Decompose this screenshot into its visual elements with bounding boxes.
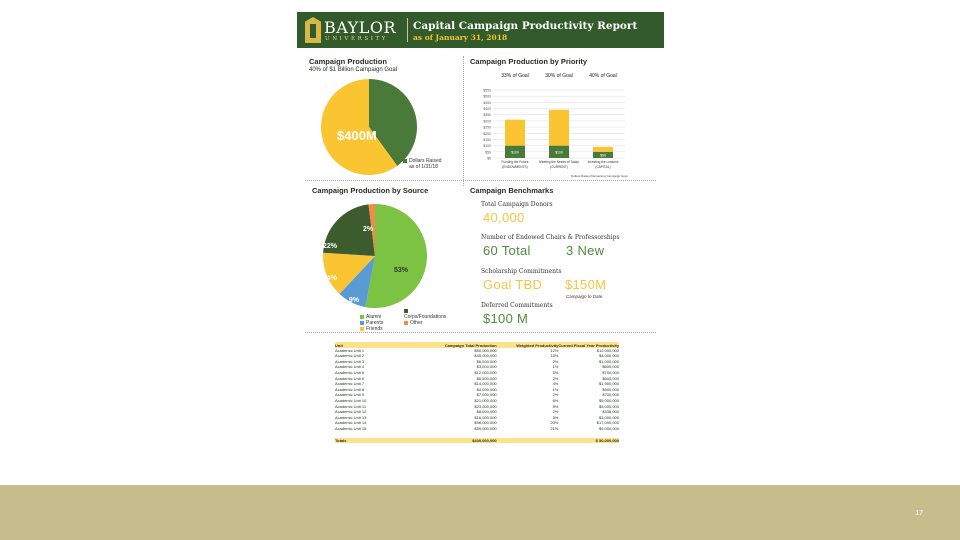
deferred-label: Deferred Commitments bbox=[481, 302, 553, 309]
x-category-sublabel: (ENDOWMENTS) bbox=[502, 165, 528, 169]
section-divider-2 bbox=[305, 332, 656, 333]
table-cell: $ 50,000,000 bbox=[558, 438, 619, 444]
pie-data-label: 53% bbox=[394, 267, 409, 274]
table-cell: 21% bbox=[550, 425, 559, 431]
table-cell: $14,000,000 bbox=[474, 381, 497, 387]
legend-label: Parents bbox=[366, 320, 384, 326]
legend-swatch bbox=[360, 315, 364, 319]
table-cell: $600,000 bbox=[602, 364, 619, 370]
legend-swatch bbox=[360, 327, 364, 331]
y-tick-label: $500 bbox=[483, 94, 491, 99]
table-cell: 5% bbox=[552, 369, 559, 375]
report-date: as of January 31, 2018 bbox=[413, 33, 508, 42]
table-cell: Academic Unit 11 bbox=[335, 403, 367, 409]
production-subtitle: 40% of $1 Billion Campaign Goal bbox=[309, 67, 398, 73]
table-cell: 2% bbox=[552, 375, 559, 381]
logo-subtext: UNIVERSITY bbox=[325, 36, 388, 42]
table-cell: $4,000,000 bbox=[598, 353, 619, 359]
x-category-label: Investing the Lessons bbox=[587, 160, 619, 164]
table-cell: $23,000,000 bbox=[474, 403, 497, 409]
table-cell: 4% bbox=[552, 381, 559, 387]
table-cell: $59,000,000 bbox=[474, 425, 497, 431]
y-tick-label: $0 bbox=[487, 156, 491, 161]
table-cell: $21,000,000 bbox=[474, 397, 497, 403]
legend-swatch bbox=[404, 321, 408, 325]
table-cell bbox=[497, 438, 559, 444]
production-legend bbox=[403, 158, 442, 170]
table-cell: Academic Unit 6 bbox=[335, 375, 365, 381]
legend-swatch bbox=[403, 159, 407, 163]
y-tick-label: $350 bbox=[483, 113, 491, 118]
bar-value-label: $50 bbox=[600, 153, 606, 158]
table-cell: 6% bbox=[552, 397, 559, 403]
legend-label: Dollars Raised bbox=[409, 158, 442, 164]
table-cell: Campaign Total Production bbox=[418, 342, 496, 348]
table-cell: Academic Unit 12 bbox=[335, 409, 367, 415]
chairs-label: Number of Endowed Chairs & Professorships bbox=[481, 234, 620, 241]
table-cell: $6,000,000 bbox=[476, 375, 497, 381]
pie-data-label: 2% bbox=[363, 226, 374, 233]
page-number: 17 bbox=[915, 510, 923, 517]
scholar-goal: Goal TBD bbox=[483, 277, 543, 292]
table-cell: $1,900,000 bbox=[598, 381, 619, 387]
y-tick-label: $50 bbox=[485, 150, 491, 155]
legend-date: as of 1/31/18 bbox=[409, 164, 438, 170]
section-divider-1 bbox=[305, 180, 656, 181]
y-tick-label: $400 bbox=[483, 107, 491, 112]
scholar-value: $150M bbox=[565, 277, 607, 292]
x-category-sublabel: (CURRENT) bbox=[550, 165, 568, 169]
donors-label: Total Campaign Donors bbox=[481, 201, 553, 208]
x-category-sublabel: (CAPITAL) bbox=[595, 165, 611, 169]
legend-label: Other bbox=[410, 320, 423, 326]
y-tick-label: $250 bbox=[483, 125, 491, 130]
table-cell: Academic Unit 5 bbox=[335, 369, 365, 375]
baylor-crest-icon bbox=[305, 17, 321, 43]
bar-top-label: 30% of Goal bbox=[545, 73, 573, 79]
pie-data-label: 22% bbox=[323, 243, 338, 250]
y-tick-label: $450 bbox=[483, 100, 491, 105]
scholar-label: Scholarship Commitments bbox=[481, 268, 562, 275]
table-cell: $17,000,000 bbox=[596, 420, 619, 426]
table-cell: $9,000,000 bbox=[598, 425, 619, 431]
table-cell: $1,000,000 bbox=[598, 358, 619, 364]
table-cell: $600,000 bbox=[602, 375, 619, 381]
bar-segment bbox=[593, 147, 613, 152]
table-cell: Academic Unit 9 bbox=[335, 392, 365, 398]
legend-entry bbox=[404, 308, 448, 320]
legend-swatch bbox=[360, 321, 364, 325]
table-cell: Academic Unit 8 bbox=[335, 386, 365, 392]
y-tick-label: $150 bbox=[483, 137, 491, 142]
chairs-total: 60 Total bbox=[483, 243, 531, 258]
table-cell: $12,000,000 bbox=[474, 369, 497, 375]
vertical-divider bbox=[463, 56, 464, 186]
table-cell: 12% bbox=[550, 347, 559, 353]
bar-value-label: $100 bbox=[511, 150, 519, 155]
report-title: Capital Campaign Productivity Report bbox=[413, 20, 638, 32]
table-cell: Academic Unit 15 bbox=[335, 425, 367, 431]
table-cell: 1% bbox=[552, 386, 559, 392]
bar-segment bbox=[549, 110, 569, 146]
source-pie bbox=[319, 200, 431, 312]
table-cell: Weighted Productivity bbox=[497, 342, 559, 348]
source-title: Campaign Production by Source bbox=[312, 186, 429, 195]
table-cell: $4,000,000 bbox=[476, 386, 497, 392]
unit-productivity-table bbox=[335, 342, 619, 443]
benchmarks-title: Campaign Benchmarks bbox=[470, 186, 554, 195]
report-page bbox=[297, 12, 664, 474]
donors-value: 40,000 bbox=[483, 210, 525, 225]
y-tick-label: $200 bbox=[483, 131, 491, 136]
table-totals-row bbox=[335, 438, 619, 444]
table-cell: $700,000 bbox=[602, 392, 619, 398]
table-cell: $6,000,000 bbox=[476, 358, 497, 364]
table-cell: $338,000 bbox=[602, 409, 619, 415]
table-cell: $45,000,000 bbox=[474, 353, 497, 359]
table-cell: Unit bbox=[335, 342, 418, 348]
table-cell: $900,000 bbox=[602, 386, 619, 392]
production-title: Campaign Production bbox=[309, 57, 387, 66]
table-cell: $8,000,000 bbox=[476, 409, 497, 415]
pie-data-label: 9% bbox=[349, 297, 360, 304]
y-tick-label: $550 bbox=[483, 88, 491, 93]
bar-value-label: $100 bbox=[555, 150, 563, 155]
table-cell: 2% bbox=[552, 358, 559, 364]
legend-swatch bbox=[404, 309, 408, 313]
table-cell: 5% bbox=[552, 414, 559, 420]
table-cell: 15% bbox=[550, 353, 559, 359]
bar-segment bbox=[505, 120, 525, 146]
scholar-note: Campaign to Date bbox=[566, 294, 603, 299]
table-cell: Academic Unit 13 bbox=[335, 414, 367, 420]
table-cell: 2% bbox=[552, 392, 559, 398]
bar-legend: Dollars Raised Remaining Campaign Goal bbox=[571, 174, 628, 178]
report-header bbox=[297, 12, 664, 48]
table-cell: 2% bbox=[552, 409, 559, 415]
deferred-value: $100 M bbox=[483, 311, 529, 326]
y-tick-label: $300 bbox=[483, 119, 491, 124]
table-cell: $5,000,000 bbox=[598, 403, 619, 409]
table-cell: Academic Unit 1 bbox=[335, 347, 365, 353]
y-tick-label: $100 bbox=[483, 144, 491, 149]
source-legend bbox=[360, 308, 450, 332]
raised-label: $400M bbox=[337, 128, 377, 143]
logo-wordmark: BAYLOR bbox=[324, 18, 397, 37]
table-cell: $12,000,000 bbox=[596, 347, 619, 353]
x-category-label: Funding the Future bbox=[501, 160, 529, 164]
priority-title: Campaign Production by Priority bbox=[470, 57, 588, 66]
table-cell: Current Fiscal Year Productivity bbox=[558, 342, 619, 348]
footer-band bbox=[0, 485, 960, 540]
table-cell: 20% bbox=[550, 420, 559, 426]
table-cell: Academic Unit 14 bbox=[335, 420, 367, 426]
table-cell: $5,000,000 bbox=[598, 397, 619, 403]
table-cell: Academic Unit 3 bbox=[335, 358, 365, 364]
chairs-new: 3 New bbox=[566, 243, 605, 258]
table-cell: 5% bbox=[552, 403, 559, 409]
x-category-label: Meeting the Needs of Today bbox=[539, 160, 579, 164]
table-cell: Academic Unit 10 bbox=[335, 397, 367, 403]
table-cell: $7,000,000 bbox=[476, 392, 497, 398]
table-cell: Academic Unit 2 bbox=[335, 353, 365, 359]
priority-bar-chart bbox=[475, 68, 631, 180]
table-cell: $96,000,000 bbox=[474, 420, 497, 426]
bar-top-label: 40% of Goal bbox=[589, 73, 617, 79]
table-cell: $700,000 bbox=[602, 369, 619, 375]
legend-label: Friends bbox=[366, 326, 383, 332]
table-cell: Totals bbox=[335, 438, 418, 444]
legend-label: Alumni bbox=[366, 314, 382, 320]
legend-entry bbox=[404, 320, 448, 326]
table-cell: $16,000,000 bbox=[474, 414, 497, 420]
table-cell: $50,000,000 bbox=[474, 347, 497, 353]
pie-data-label: 14% bbox=[323, 275, 338, 282]
header-divider bbox=[407, 18, 408, 42]
table-cell: $3,000,000 bbox=[476, 364, 497, 370]
table-cell: $3,000,000 bbox=[598, 414, 619, 420]
table-cell: 1% bbox=[552, 364, 559, 370]
table-cell: Academic Unit 4 bbox=[335, 364, 365, 370]
table-cell: $400,000,000 bbox=[418, 438, 496, 444]
bar-top-label: 33% of Goal bbox=[501, 73, 529, 79]
table-cell: Academic Unit 7 bbox=[335, 381, 365, 387]
legend-label: Corps/Foundations bbox=[404, 314, 447, 320]
